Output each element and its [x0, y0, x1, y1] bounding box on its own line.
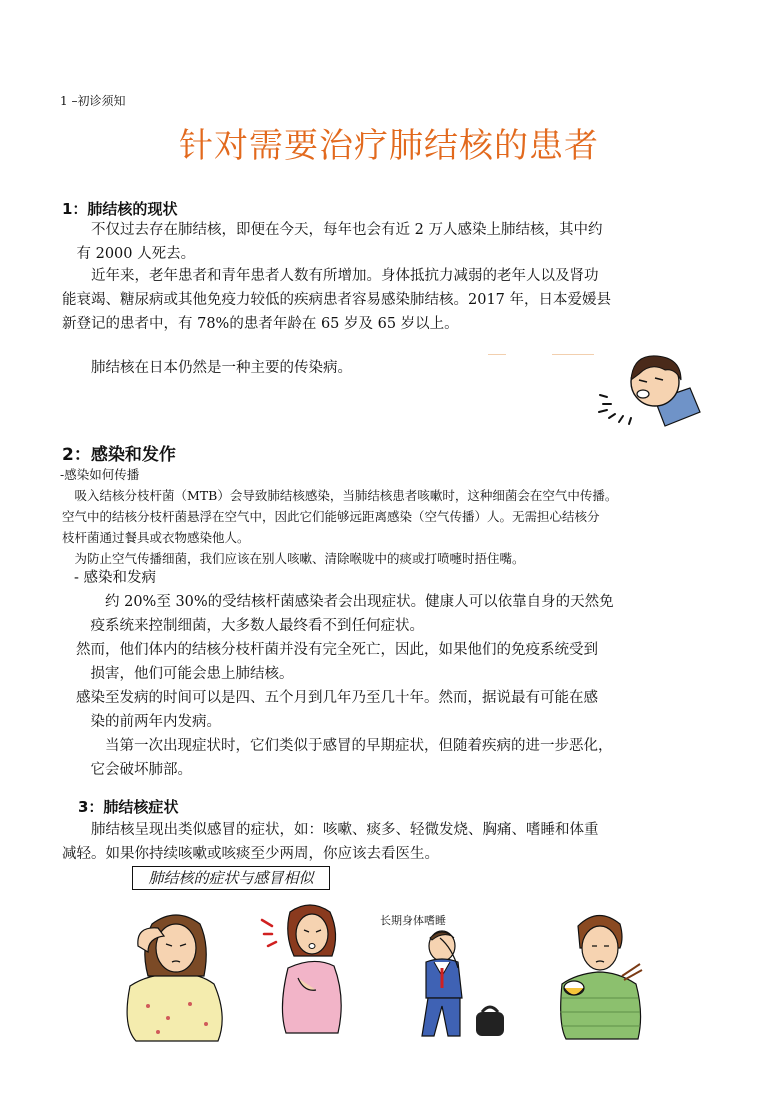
- symptoms-box-label: 肺结核的症状与感冒相似: [132, 866, 330, 890]
- text-line: 然而，他们体内的结核分枝杆菌并没有完全死亡，因此，如果他们的免疫系统受到: [76, 642, 598, 658]
- text-line: 近年来，老年患者和青年患者人数有所增加。身体抵抗力减弱的老年人以及肾功: [91, 268, 599, 284]
- text-line: 染的前两年内发病。: [90, 714, 221, 730]
- coughing-man-illustration: [595, 340, 705, 430]
- text-line: 损害，他们可能会患上肺结核。: [90, 666, 294, 682]
- text-line: 肺结核呈现出类似感冒的症状，如：咳嗽、痰多、轻微发烧、胸痛、嗜睡和体重: [91, 822, 599, 838]
- text-line: 肺结核在日本仍然是一种主要的传染病。: [91, 360, 352, 376]
- headache-woman-illustration: [118, 906, 233, 1041]
- section2-subheading-spread: -感染如何传播: [60, 467, 140, 482]
- page-title: 针对需要治疗肺结核的患者: [179, 126, 599, 166]
- fatigue-caption: 长期身体嗜睡: [380, 914, 446, 927]
- text-line: 为防止空气传播细菌，我们应该在别人咳嗽、清除喉咙中的痰或打喷嚏时捂住嘴。: [74, 551, 525, 566]
- divider: [552, 354, 594, 355]
- section3-text: [62, 818, 732, 866]
- section3-heading: 3：肺结核症状: [78, 798, 179, 816]
- tired-man-illustration: [412, 928, 507, 1043]
- section1-paragraph2: [62, 264, 732, 336]
- text-line: 能衰竭、糖尿病或其他免疫力较低的疾病患者容易感染肺结核。2017 年，日本爱媛县: [62, 292, 612, 308]
- text-line: 空气中的结核分枝杆菌悬浮在空气中，因此它们能够远距离感染（空气传播）人。无需担心结核分: [62, 509, 600, 524]
- section2-onset-text: [76, 590, 736, 782]
- document-label: 1 –初诊须知: [60, 94, 126, 108]
- section2-spread-text: [62, 485, 732, 569]
- text-line: 枝杆菌通过餐具或衣物感染他人。: [62, 530, 250, 545]
- text-line: 当第一次出现症状时，它们类似于感冒的早期症状，但随着疾病的进一步恶化，: [105, 738, 613, 754]
- text-line: 减轻。如果你持续咳嗽或咳痰至少两周，你应该去看医生。: [62, 846, 439, 862]
- text-line: 吸入结核分枝杆菌（MTB）会导致肺结核感染，当肺结核患者咳嗽时，这种细菌会在空气中传播。: [74, 488, 618, 503]
- section2-subheading-onset: - 感染和发病: [74, 570, 157, 586]
- text-line: 约 20%至 30%的受结核杆菌感染者会出现症状。健康人可以依靠自身的天然免: [105, 594, 614, 610]
- section1-paragraph1: [62, 218, 722, 266]
- text-line: 不仅过去存在肺结核，即便在今天，每年也会有近 2 万人感染上肺结核，其中约: [91, 222, 603, 238]
- text-line: 疫系统来控制细菌，大多数人最终看不到任何症状。: [90, 618, 424, 634]
- divider: [488, 354, 506, 355]
- text-line: 它会破坏肺部。: [90, 762, 192, 778]
- section1-heading: 1：肺结核的现状: [62, 200, 178, 218]
- weight-loss-man-illustration: [552, 904, 647, 1039]
- coughing-woman-illustration: [258, 898, 353, 1033]
- section1-paragraph3: [62, 356, 352, 380]
- section2-heading: 2：感染和发作: [62, 445, 176, 465]
- text-line: 有 2000 人死去。: [76, 246, 196, 262]
- text-line: 感染至发病的时间可以是四、五个月到几年乃至几十年。然而，据说最有可能在感: [76, 690, 598, 706]
- text-line: 新登记的患者中，有 78%的患者年龄在 65 岁及 65 岁以上。: [62, 316, 459, 332]
